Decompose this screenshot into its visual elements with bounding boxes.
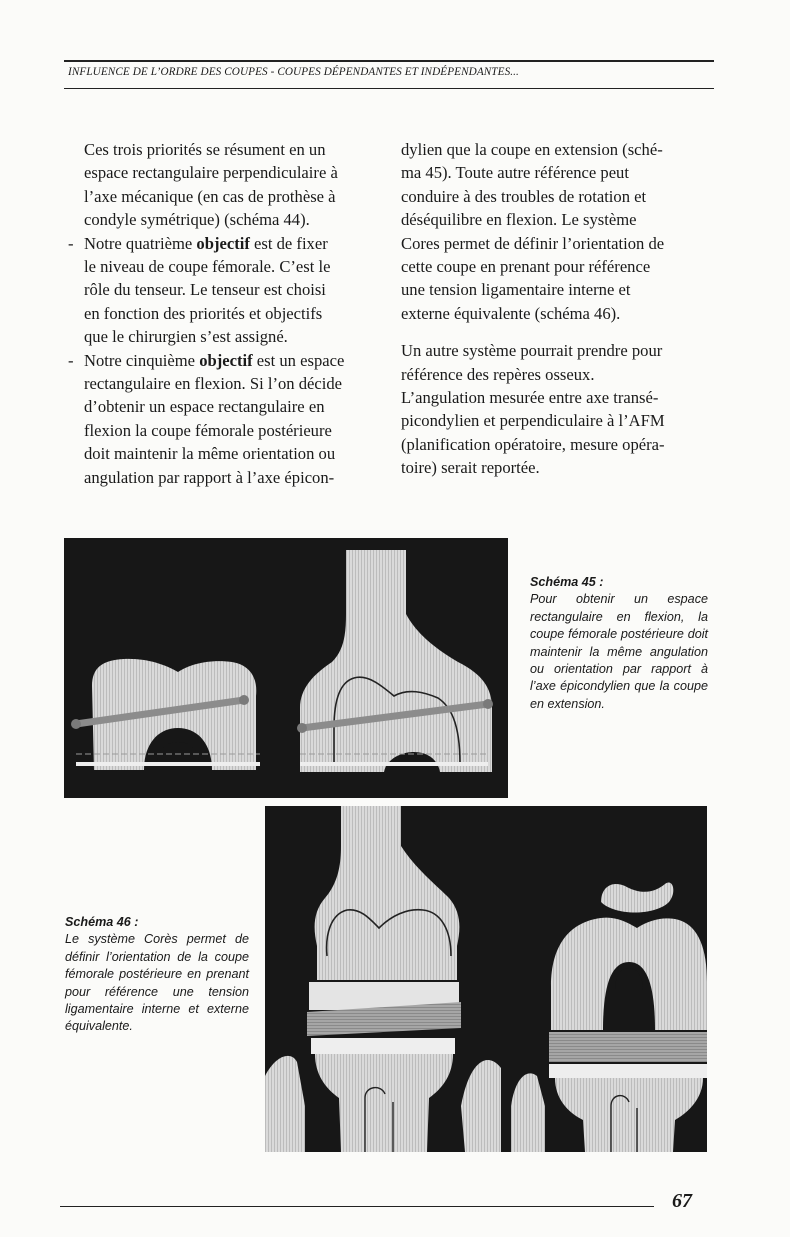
text-line: le niveau de coupe fémorale. C’est le [84,257,331,277]
flexion-gap-tension-plate [549,1032,707,1062]
text-line: toire) serait reportée. [401,458,540,478]
text-line: Cores permet de définir l’orientation de [401,233,665,253]
femur-distal-view-left [71,659,260,770]
schema-46-caption [65,914,249,1036]
text-line: Ces trois priorités se résument en un [84,140,326,159]
tibia-front [315,1054,453,1152]
epicondyle-lateral-marker [239,695,249,705]
text-line: cette coupe en prenant pour référence [401,257,651,277]
right-paragraph-2 [401,339,711,386]
text-line: doit maintenir la même orientation ou [84,444,336,464]
objective-5-item [64,349,382,489]
schema-45-caption [530,574,708,713]
tibial-insert [311,1038,455,1054]
paragraph-gap [401,325,711,339]
text-line: (planification opératoire, mesure opéra- [401,434,665,454]
text-line: picondylien et perpendiculaire à l’AFM [401,411,665,431]
list-dash: - [68,233,74,253]
text-line: rôle du tenseur. Le tenseur est choisi [84,280,326,300]
tibia-flexion [555,1078,703,1152]
schema-46-figure [265,806,707,1152]
footer-rule [60,1206,654,1207]
page-number: 67 [672,1190,692,1212]
header-rule-bottom [64,88,714,89]
text-line: que le chirurgien s’est assigné. [84,327,288,347]
running-header: INFLUENCE DE L’ORDRE DES COUPES - COUPES DÉPENDANTES ET INDÉPENDANTES... [68,66,519,78]
text-line: dylien que la coupe en extension (sché- [401,140,663,159]
text-line: ma 45). Toute autre référence peut [401,163,629,183]
knee-front-view [265,806,501,1152]
right-paragraph-3 [401,386,711,480]
text-line: d’obtenir un espace rectangulaire en [84,397,325,417]
text-run: Notre cinquième [84,350,200,370]
schema-45-figure [64,538,508,798]
text-line: conduire à des troubles de rotation et [401,186,647,206]
text-line: flexion la coupe fémorale postérieure [84,420,332,440]
text-line: externe équivalente (schéma 46). [401,303,621,323]
caption-title: Schéma 45 : [530,575,604,589]
femur-front [315,806,460,980]
objective-4-item [64,232,382,349]
text-line: déséquilibre en flexion. Le système [401,210,637,230]
list-dash: - [68,350,74,370]
fibula-right [461,1060,501,1152]
epicondyle-marker [297,723,307,733]
text-run: est un espace [252,350,345,370]
schema-46-drawing [265,806,707,1152]
caption-body: Le système Corès permet de définir l’orientation de la coupe fémorale postérieure en prenant pour référence une tension ligamentaire interne et externe équivalente. [65,932,249,1034]
text-line: l’axe mécanique (en cas de prothèse à [84,186,336,206]
epicondyle-medial-marker [71,719,81,729]
right-paragraph-1 [401,138,711,325]
caption-title: Schéma 46 : [65,915,139,929]
text-line: en fonction des priorités et objectifs [84,303,323,323]
intro-paragraph [64,138,382,232]
left-text-column [64,138,382,489]
text-run: Notre quatrième [84,233,197,253]
schema-45-drawing [64,538,508,798]
keyword-objectif: objectif [196,233,250,253]
text-line: rectangulaire en flexion. Si l’on décide [84,374,343,394]
text-line: L’angulation mesurée entre axe transé- [401,388,659,408]
knee-flexion-view [511,883,707,1152]
right-text-column [401,138,711,480]
text-line: une tension ligamentaire interne et [401,280,631,300]
patella [601,883,673,913]
fibula-flexion [511,1073,545,1152]
fibula-left [265,1056,305,1152]
femur-front-view-right [297,550,493,772]
text-line: Un autre système pourrait prendre pour [401,341,663,361]
text-line: condyle symétrique) (schéma 44). [84,210,310,230]
tibial-insert-flexion [549,1064,707,1078]
caption-body: Pour obtenir un espace rectangulaire en flexion, la coupe fémorale postérieure doit maintenir la même angulation ou orientation par rapport à l’axe épicondylien que la coupe en extension. [530,592,708,711]
keyword-objectif: objectif [199,350,253,370]
epicondyle-marker [483,699,493,709]
text-line: espace rectangulaire perpendiculaire à [84,163,338,183]
text-line: angulation par rapport à l’axe épicon- [84,467,335,487]
text-line: référence des repères osseux. [401,364,595,384]
text-run: est de fixer [249,233,328,253]
femur-shaft-and-condyles [300,550,492,772]
header-rule-top [64,60,714,62]
